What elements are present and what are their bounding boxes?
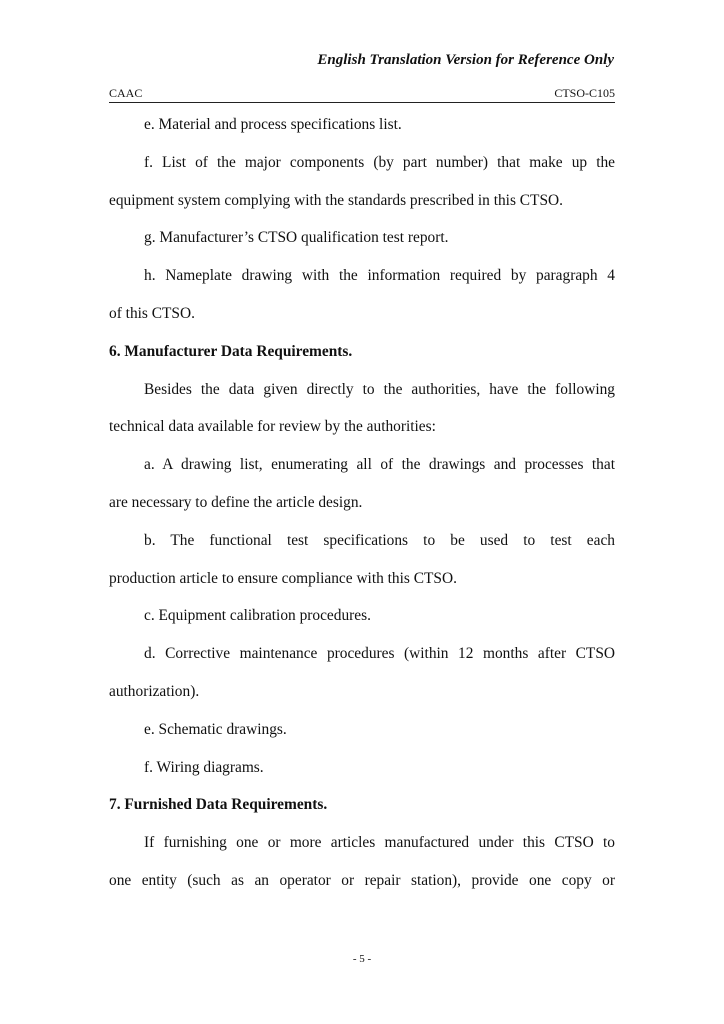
page-number: - 5 - <box>352 953 372 965</box>
item-b-functional-test-line1: b. The functional test specifications to be used to test each <box>144 531 615 549</box>
item-c-calibration: c. Equipment calibration procedures. <box>144 607 371 625</box>
document-body <box>109 106 615 900</box>
item-h-nameplate-line1: h. Nameplate drawing with the information required by paragraph 4 <box>144 267 615 285</box>
header-right-ctso-number: CTSO-C105 <box>554 86 615 100</box>
section-7-line1: If furnishing one or more articles manufactured under this CTSO to <box>144 834 615 852</box>
item-e-schematic: e. Schematic drawings. <box>144 720 287 738</box>
header-left-caac: CAAC <box>109 86 143 100</box>
section-6-intro-line1: Besides the data given directly to the authorities, have the following <box>144 380 615 398</box>
running-header <box>109 86 615 103</box>
item-f-components-line2: equipment system complying with the standards prescribed in this CTSO. <box>109 191 563 209</box>
item-e-material-specs: e. Material and process specifications list. <box>144 116 402 133</box>
item-d-corrective-line1: d. Corrective maintenance procedures (within 12 months after CTSO <box>144 645 615 663</box>
section-7-heading: 7. Furnished Data Requirements. <box>109 796 328 814</box>
item-a-drawing-list-line1: a. A drawing list, enumerating all of the drawings and processes that <box>144 456 615 474</box>
item-a-drawing-list-line2: are necessary to define the article design. <box>109 493 363 511</box>
item-d-corrective-line2: authorization). <box>109 682 200 700</box>
item-f-wiring: f. Wiring diagrams. <box>144 758 264 776</box>
item-f-components-line1: f. List of the major components (by part number) that make up the <box>144 153 615 171</box>
item-h-nameplate-line2: of this CTSO. <box>109 304 195 322</box>
section-6-intro-line2: technical data available for review by the authorities: <box>109 418 436 436</box>
section-7-line2: one entity (such as an operator or repair station), provide one copy or <box>109 871 615 889</box>
item-g-qualification-report: g. Manufacturer’s CTSO qualification test report. <box>144 229 449 247</box>
item-b-functional-test-line2: production article to ensure compliance with this CTSO. <box>109 569 457 587</box>
section-6-heading: 6. Manufacturer Data Requirements. <box>109 342 353 360</box>
document-title: English Translation Version for Reference Only <box>317 52 614 68</box>
